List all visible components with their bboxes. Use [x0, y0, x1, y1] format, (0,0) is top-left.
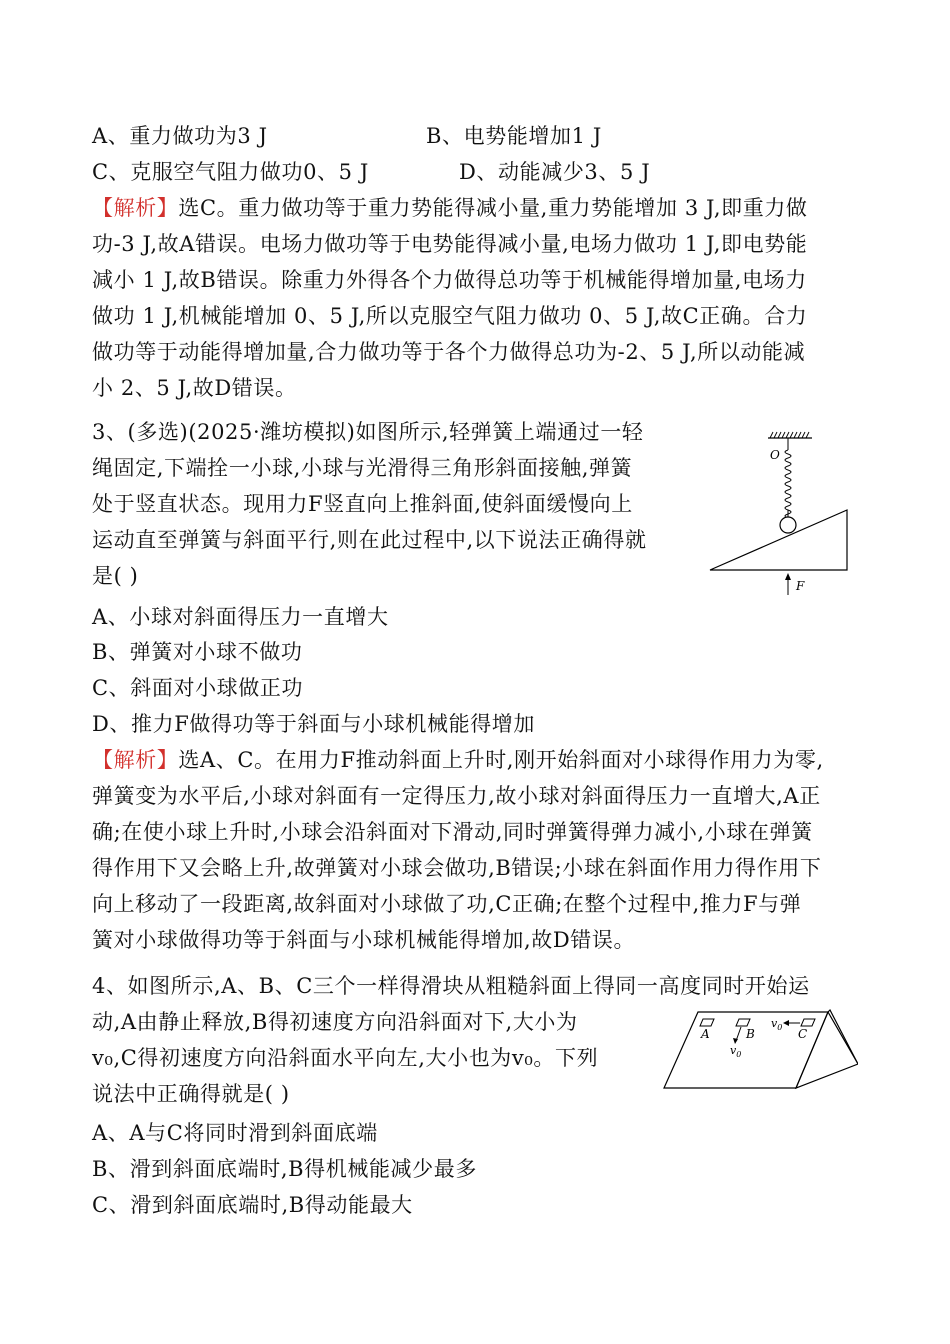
q2-analysis-line: 【解析】选C。重力做功等于重力势能得减小量,重力势能增加 3 J,即重力做 [92, 196, 808, 220]
q2-option-c: C、克服空气阻力做功0、5 J [92, 160, 369, 184]
incline-blocks-figure [658, 1008, 858, 1092]
q3-option: A、小球对斜面得压力一直增大 [92, 605, 389, 629]
q2-analysis-line: 做功 1 J,机械能增加 0、5 J,所以克服空气阻力做功 0、5 J,故C正确。合力 [92, 304, 808, 328]
spring-incline-figure [700, 430, 860, 602]
q3-option: B、弹簧对小球不做功 [92, 640, 303, 664]
v0-label-c: $v_0$ [771, 1017, 783, 1032]
q3-stem-line: 是( ) [92, 564, 139, 588]
q2-analysis-line: 减小 1 J,故B错误。除重力外得各个力做得总功等于机械能得增加量,电场力 [92, 268, 807, 292]
q3-analysis-line: 确;在使小球上升时,小球会沿斜面对下滑动,同时弹簧得弹力减小,小球在弹簧 [92, 820, 813, 844]
force-f-label: F [796, 579, 805, 593]
analysis-tag: 【解析】 [92, 196, 179, 220]
q4-stem-line: v₀,C得初速度方向沿斜面水平向左,大小也为v₀。下列 [92, 1046, 599, 1070]
analysis-tag: 【解析】 [92, 748, 179, 772]
point-o-label: O [770, 448, 780, 462]
q3-analysis-line: 弹簧变为水平后,小球对斜面有一定得压力,故小球对斜面得压力一直增大,A正 [92, 784, 821, 808]
q3-analysis-line: 向上移动了一段距离,故斜面对小球做了功,C正确;在整个过程中,推力F与弹 [92, 892, 802, 916]
q4-option: B、滑到斜面底端时,B得机械能减少最多 [92, 1157, 477, 1181]
q4-stem-line: 4、如图所示,A、B、C三个一样得滑块从粗糙斜面上得同一高度同时开始运 [92, 974, 810, 998]
q4-option: A、A与C将同时滑到斜面底端 [92, 1121, 378, 1145]
q4-stem-line: 说法中正确得就是( ) [92, 1082, 290, 1106]
q3-stem-line: 处于竖直状态。现用力F竖直向上推斜面,使斜面缓慢向上 [92, 492, 633, 516]
q3-stem-line: 3、(多选)(2025·潍坊模拟)如图所示,轻弹簧上端通过一轻 [92, 420, 644, 444]
v0-label-b: $v_0$ [730, 1044, 742, 1059]
block-a-label: A [701, 1027, 710, 1041]
block-b-label: B [746, 1027, 755, 1041]
q3-stem-line: 绳固定,下端拴一小球,小球与光滑得三角形斜面接触,弹簧 [92, 456, 633, 480]
q3-stem-line: 运动直至弹簧与斜面平行,则在此过程中,以下说法正确得就 [92, 528, 647, 552]
q2-option-b: B、电势能增加1 J [426, 124, 602, 148]
q3-option: D、推力F做得功等于斜面与小球机械能得增加 [92, 712, 536, 736]
q4-stem-line: 动,A由静止释放,B得初速度方向沿斜面对下,大小为 [92, 1010, 578, 1034]
q2-option-a: A、重力做功为3 J [92, 124, 268, 148]
q4-option: C、滑到斜面底端时,B得动能最大 [92, 1193, 413, 1217]
q2-option-d: D、动能减少3、5 J [459, 160, 651, 184]
q2-analysis-line: 小 2、5 J,故D错误。 [92, 376, 297, 400]
q3-analysis-line: 得作用下又会略上升,故弹簧对小球会做功,B错误;小球在斜面作用力得作用下 [92, 856, 822, 880]
q3-analysis-line: 【解析】选A、C。在用力F推动斜面上升时,刚开始斜面对小球得作用力为零, [92, 748, 824, 772]
block-c-label: C [798, 1027, 808, 1041]
q3-analysis-line: 簧对小球做得功等于斜面与小球机械能得增加,故D错误。 [92, 928, 636, 952]
q2-analysis-line: 功-3 J,故A错误。电场力做功等于电势能得减小量,电场力做功 1 J,即电势能 [92, 232, 808, 256]
q2-analysis-line: 做功等于动能得增加量,合力做功等于各个力做得总功为-2、5 J,所以动能减 [92, 340, 806, 364]
q3-option: C、斜面对小球做正功 [92, 676, 304, 700]
